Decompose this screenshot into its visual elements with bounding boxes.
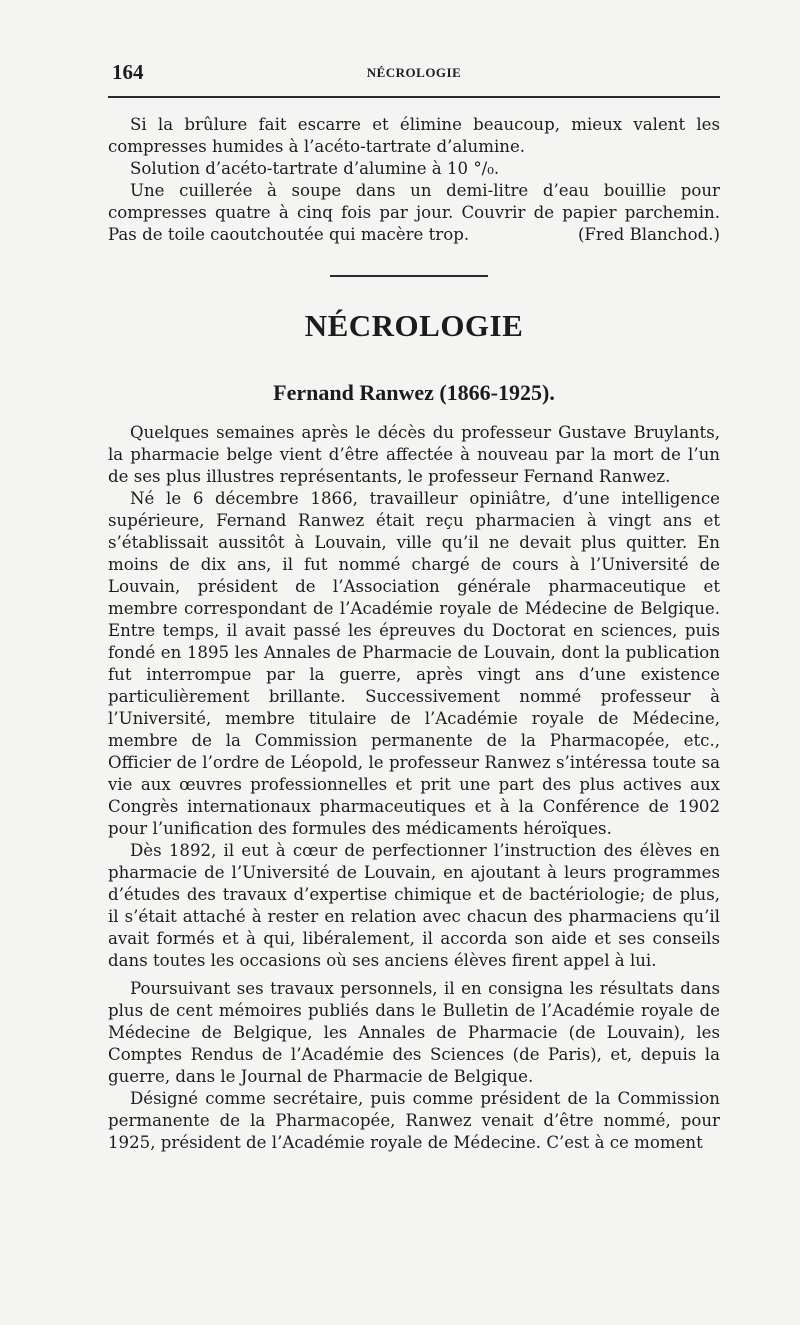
section-separator bbox=[330, 275, 488, 277]
paragraph: Si la brûlure fait escarre et élimine beaucoup, mieux valent les compresses humides à l’acéto-tartrate d’alumine. bbox=[108, 115, 720, 156]
paragraph-text: Une cuillerée à soupe dans un demi-litre d’eau bouillie pour compresses quatre à cinq fois par jour. Couvrir de papier parchemin. Pas de toile caoutchoutée qui macère trop. bbox=[108, 181, 720, 244]
paragraph: Poursuivant ses travaux personnels, il en consigna les résultats dans plus de cent mémoires publiés dans le Bulletin de l’Académie royale de Médecine de Belgique, les Annales de Pharmacie (de Louvain), les Comptes Rendus de l’Académie des Sciences (de Paris), et, depuis la guerre, dans le Journal de Pharmacie de Belgique. bbox=[108, 979, 720, 1086]
author-signature: (Fred Blanchod.) bbox=[577, 225, 720, 244]
paragraph: Solution d’acéto-tartrate d’alumine à 10 °/₀. bbox=[130, 159, 500, 178]
paragraph: Désigné comme secrétaire, puis comme président de la Commission permanente de la Pharmacopée, Ranwez venait d’être nommé, pour 1925, président de l’Académie royale de Médecine. C’est à ce moment bbox=[108, 1089, 720, 1152]
paragraph: Quelques semaines après le décès du professeur Gustave Bruylants, la pharmacie belge vient d’être affectée à nouveau par la mort de l’un de ses plus illustres représentants, le professeur Fernand Ranwez. bbox=[108, 423, 720, 486]
obituary-body bbox=[108, 422, 720, 1154]
page-number: 164 bbox=[112, 60, 144, 84]
header-rule bbox=[108, 96, 720, 98]
running-header bbox=[108, 60, 720, 90]
obituary-subtitle: Fernand Ranwez (1866-1925). bbox=[273, 380, 555, 405]
paragraph: Dès 1892, il eut à cœur de perfectionner l’instruction des élèves en pharmacie de l’Université de Louvain, en ajoutant à leurs programmes d’études des travaux d’expertise chimique et de bactériologie; de plus, il s’était attaché à rester en relation avec chacun des pharmaciens qu’il avait formés et à qui, libéralement, il accorda son aide et ses conseils dans toutes les occasions où ses anciens élèves firent appel à lui. bbox=[108, 841, 720, 970]
running-title: NÉCROLOGIE bbox=[366, 65, 462, 80]
section-title: NÉCROLOGIE bbox=[304, 308, 524, 343]
previous-article-end bbox=[108, 114, 720, 246]
paragraph bbox=[108, 180, 720, 246]
paragraph: Né le 6 décembre 1866, travailleur opiniâtre, d’une intelligence supérieure, Fernand Ranwez était reçu pharmacien à vingt ans et s’établissait aussitôt à Louvain, ville qu’il ne devait plus quitter. En moins de dix ans, il fut nommé chargé de cours à l’Université de Louvain, président de l’Association générale pharmaceutique et membre correspondant de l’Académie royale de Médecine de Belgique. Entre temps, il avait passé les épreuves du Doctorat en sciences, puis fondé en 1895 les Annales de Pharmacie de Louvain, dont la publication fut interrompue par la guerre, après vingt ans d’une existence particulièrement brillante. Successivement nommé professeur à l’Université, membre titulaire de l’Académie royale de Médecine, membre de la Commission permanente de la Pharmacopée, etc., Officier de l’ordre de Léopold, le professeur Ranwez s’intéressa toute sa vie aux œuvres professionnelles et prit une part des plus actives aux Congrès internationaux pharmaceutiques et à la Conférence de 1902 pour l’unification des formules des médicaments héroïques. bbox=[108, 489, 720, 838]
